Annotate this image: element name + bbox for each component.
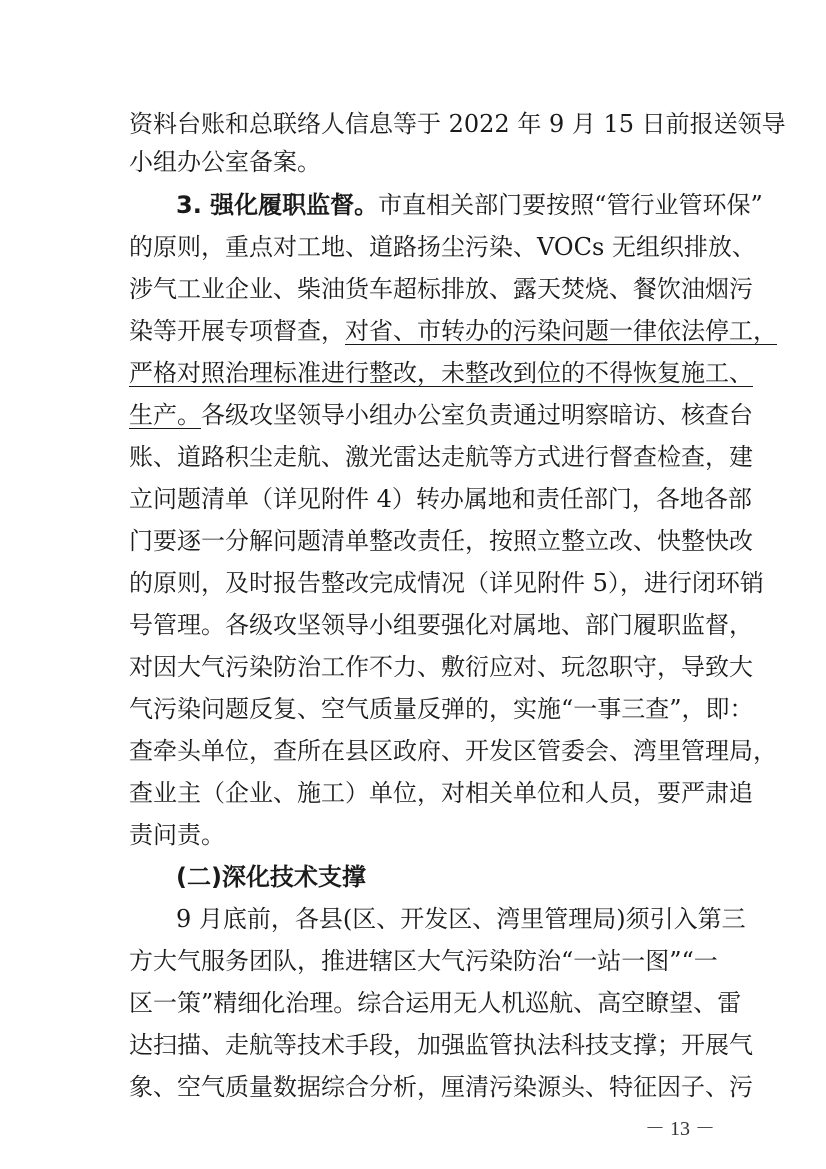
text-line: 查业主（企业、施工）单位，对相关单位和人员，要严肃追 (129, 779, 753, 807)
text-line: 号管理。各级攻坚领导小组要强化对属地、部门履职监督， (129, 611, 753, 639)
text-line: 门要逐一分解问题清单整改责任，按照立整立改、快整快改 (129, 527, 753, 555)
underlined-text: 对省、市转办的污染问题一律依法停工， (345, 317, 777, 345)
underlined-text: 生产。 (129, 401, 201, 429)
page-number: － 13 － (645, 1118, 715, 1140)
text-line (129, 399, 753, 431)
text-line: 达扫描、走航等技术手段，加强监管执法科技支撑；开展气 (129, 1031, 753, 1059)
text-line: 立问题清单（详见附件 4）转办属地和责任部门，各地各部 (129, 485, 752, 513)
text-line (129, 315, 777, 347)
text-line: 资料台账和总联络人信息等于 2022 年 9 月 15 日前报送领导 (129, 110, 786, 138)
text-line: 方大气服务团队，推进辖区大气污染防治“一站一图”“一 (129, 947, 718, 975)
underlined-text: 严格对照治理标准进行整改，未整改到位的不得恢复施工、 (129, 359, 753, 387)
section-heading: (二)深化技术支撑 (176, 863, 366, 891)
text-line: 查牵头单位，查所在县区政府、开发区管委会、湾里管理局， (129, 737, 777, 765)
text-line (176, 189, 763, 221)
text-line (129, 357, 753, 389)
text-run: 各级攻坚领导小组办公室负责通过明察暗访、核查台 (201, 401, 753, 429)
text-line: 对因大气污染防治工作不力、敷衍应对、玩忽职守，导致大 (129, 653, 753, 681)
text-line: 涉气工业企业、柴油货车超标排放、露天焚烧、餐饮油烟污 (129, 275, 753, 303)
text-line: 的原则，及时报告整改完成情况（详见附件 5），进行闭环销 (129, 569, 764, 597)
text-line: 责问责。 (129, 821, 225, 849)
text-run: 市直相关部门要按照“管行业管环保” (378, 191, 763, 219)
text-line: 账、道路积尘走航、激光雷达走航等方式进行督查检查，建 (129, 443, 753, 471)
text-line: 象、空气质量数据综合分析，厘清污染源头、特征因子、污 (129, 1073, 753, 1101)
text-run: 染等开展专项督查， (129, 317, 345, 345)
subsection-heading: 3. 强化履职监督。 (176, 191, 379, 219)
text-line: 小组办公室备案。 (129, 148, 321, 176)
text-line: 9 月底前，各县(区、开发区、湾里管理局)须引入第三 (176, 905, 746, 933)
text-line: 的原则，重点对工地、道路扬尘污染、VOCs 无组织排放、 (129, 233, 756, 261)
text-line: 气污染问题反复、空气质量反弹的，实施“一事三查”，即： (129, 695, 754, 723)
text-line: 区一策”精细化治理。综合运用无人机巡航、高空瞭望、雷 (129, 989, 742, 1017)
